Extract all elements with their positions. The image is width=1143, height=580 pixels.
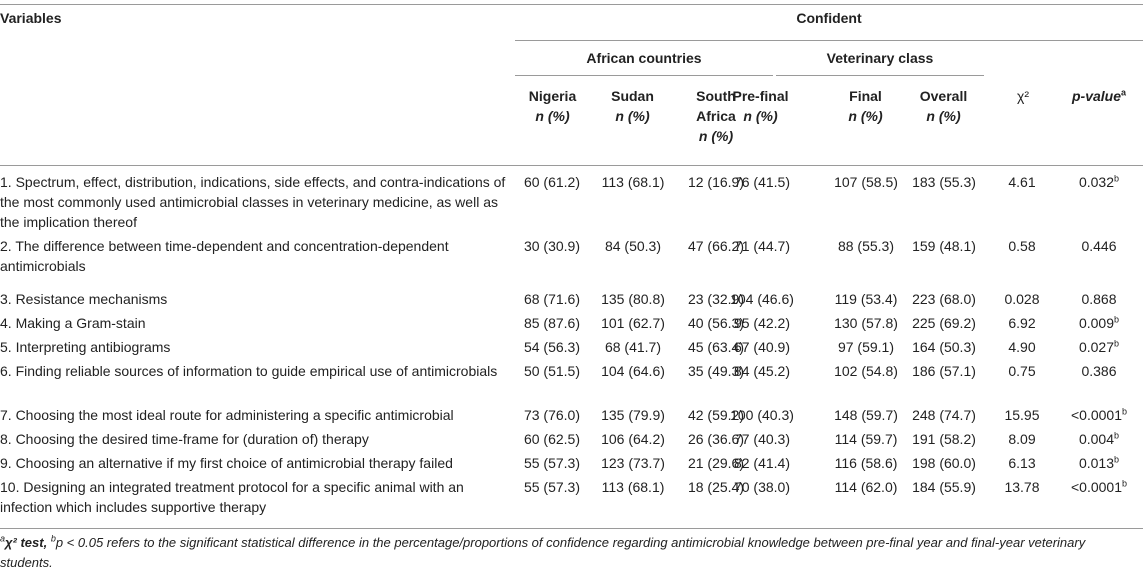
row-value: 54 (56.3)	[523, 339, 581, 355]
col-header-pvalue	[1060, 86, 1138, 106]
pvalue-text: <0.0001	[1070, 407, 1122, 423]
row-value: 30 (30.9)	[523, 238, 581, 254]
variables-header: Variables	[0, 10, 62, 26]
row-value: 164 (50.3)	[912, 339, 976, 355]
row-pvalue	[1059, 477, 1139, 497]
chi-label: χ²	[1016, 88, 1029, 104]
row-value: 225 (69.2)	[912, 315, 976, 331]
col-unit: n (%)	[615, 108, 650, 124]
pvalue-text: 0.013	[1078, 455, 1115, 471]
african-countries-header: African countries	[586, 50, 702, 66]
row-variable: 1. Spectrum, effect, distribution, indications, side effects, and contra-indications of the most commonly used antimicrobial classes in veterinary medicine, as well as the implication thereof	[0, 174, 506, 230]
row-value: 35 (49.3)	[687, 363, 745, 379]
row-value: 101 (62.7)	[601, 315, 665, 331]
row-value: 77 (40.3)	[733, 431, 791, 447]
row-value: 183 (55.3)	[912, 174, 976, 190]
row-value: 113 (68.1)	[601, 479, 665, 495]
pvalue-sup: a	[1121, 87, 1127, 98]
pvalue-sup: b	[1114, 314, 1120, 325]
row-value: 60 (61.2)	[523, 174, 581, 190]
col-unit: n (%)	[848, 108, 883, 124]
col-unit: n (%)	[698, 128, 734, 144]
row-chi: 4.61	[1008, 174, 1036, 190]
row-value: 26 (36.6)	[687, 431, 745, 447]
row-pvalue	[1059, 337, 1139, 357]
pvalue-sup: b	[1114, 430, 1120, 441]
table-footnote	[0, 533, 1100, 573]
row-value: 114 (59.7)	[834, 431, 898, 447]
table-bottom-rule	[0, 528, 1143, 529]
row-variable: 9. Choosing an alternative if my first choice of antimicrobial therapy failed	[0, 455, 453, 471]
col-name: Pre-final	[732, 88, 789, 104]
pvalue-sup: b	[1114, 338, 1120, 349]
row-value: 186 (57.1)	[912, 363, 976, 379]
row-value: 102 (54.8)	[834, 363, 898, 379]
pvalue-text: 0.004	[1078, 431, 1115, 447]
row-value: 47 (66.2)	[687, 238, 745, 254]
row-value: 148 (59.7)	[834, 407, 898, 423]
row-value: 97 (59.1)	[837, 339, 895, 355]
row-value: 104 (46.6)	[730, 291, 794, 307]
row-value: 60 (62.5)	[523, 431, 581, 447]
row-variable: 8. Choosing the desired time-frame for (duration of) therapy	[0, 431, 369, 447]
row-value: 119 (53.4)	[834, 291, 898, 307]
pvalue-text: 0.009	[1078, 315, 1115, 331]
row-variable: 4. Making a Gram-stain	[0, 315, 146, 331]
row-variable: 7. Choosing the most ideal route for administering a specific antimicrobial	[0, 407, 454, 423]
col-header-nigeria	[515, 86, 590, 126]
row-value: 55 (57.3)	[523, 455, 581, 471]
row-pvalue	[1059, 236, 1139, 256]
footnote-a-text: χ² test,	[5, 535, 51, 550]
pvalue-text: 0.027	[1078, 339, 1115, 355]
header-bottom-rule	[0, 165, 1143, 166]
row-chi: 0.028	[1004, 291, 1040, 307]
row-value: 84 (45.2)	[733, 363, 791, 379]
row-value: 114 (62.0)	[834, 479, 898, 495]
col-header-sudan	[595, 86, 670, 126]
row-value: 68 (41.7)	[604, 339, 662, 355]
row-value: 12 (16.9)	[687, 174, 745, 190]
row-variable: 2. The difference between time-dependent and concentration-dependent antimicrobials	[0, 238, 449, 274]
row-value: 23 (32.9)	[687, 291, 745, 307]
row-chi: 15.95	[1004, 407, 1040, 423]
row-value: 73 (76.0)	[523, 407, 581, 423]
col-header-chi	[998, 86, 1048, 106]
pvalue-text: 0.386	[1081, 363, 1117, 379]
row-value: 159 (48.1)	[912, 238, 976, 254]
african-underline	[515, 75, 773, 76]
row-value: 40 (56.3)	[687, 315, 745, 331]
row-value: 107 (58.5)	[834, 174, 898, 190]
row-value: 113 (68.1)	[601, 174, 665, 190]
pvalue-text: <0.0001	[1070, 479, 1122, 495]
footnote-b-mark: b	[50, 533, 56, 544]
col-name: South Africa	[696, 88, 736, 124]
pvalue-text: 0.032	[1078, 174, 1115, 190]
row-value: 70 (38.0)	[733, 479, 791, 495]
table-top-rule	[0, 4, 1143, 5]
confident-header: Confident	[796, 10, 862, 26]
pvalue-sup: b	[1114, 454, 1120, 465]
row-value: 95 (42.2)	[733, 315, 791, 331]
row-value: 42 (59.2)	[687, 407, 745, 423]
row-value: 55 (57.3)	[523, 479, 581, 495]
col-name: Overall	[919, 88, 968, 104]
row-value: 130 (57.8)	[834, 315, 898, 331]
row-variable: 5. Interpreting antibiograms	[0, 339, 171, 355]
col-name: Nigeria	[528, 88, 577, 104]
row-value: 71 (44.7)	[733, 238, 791, 254]
veterinary-class-header: Veterinary class	[826, 50, 934, 66]
row-value: 84 (50.3)	[604, 238, 662, 254]
row-value: 248 (74.7)	[912, 407, 976, 423]
row-value: 123 (73.7)	[601, 455, 665, 471]
row-value: 135 (80.8)	[601, 291, 665, 307]
col-header-final	[828, 86, 903, 126]
footnote-a-mark: a	[0, 533, 6, 544]
row-value: 88 (55.3)	[837, 238, 895, 254]
row-variable: 6. Finding reliable sources of information to guide empirical use of antimicrobials	[0, 363, 498, 379]
row-value: 135 (79.9)	[601, 407, 665, 423]
confident-underline	[515, 40, 1143, 41]
pvalue-label: p-value	[1071, 88, 1121, 104]
row-value: 104 (64.6)	[601, 363, 665, 379]
row-chi: 8.09	[1008, 431, 1036, 447]
row-pvalue	[1059, 453, 1139, 473]
row-value: 100 (40.3)	[730, 407, 794, 423]
row-value: 106 (64.2)	[601, 431, 665, 447]
row-pvalue	[1059, 172, 1139, 192]
row-value: 191 (58.2)	[912, 431, 976, 447]
row-pvalue	[1059, 429, 1139, 449]
col-unit: n (%)	[926, 108, 961, 124]
row-value: 18 (25.4)	[687, 479, 745, 495]
row-value: 68 (71.6)	[523, 291, 581, 307]
pvalue-sup: b	[1121, 478, 1127, 489]
row-pvalue	[1059, 313, 1139, 333]
col-name: Final	[849, 88, 882, 104]
pvalue-text: 0.868	[1081, 291, 1117, 307]
row-chi: 6.92	[1008, 315, 1036, 331]
row-value: 76 (41.5)	[733, 174, 791, 190]
row-value: 184 (55.9)	[912, 479, 976, 495]
row-value: 50 (51.5)	[523, 363, 581, 379]
row-pvalue	[1059, 361, 1139, 381]
col-unit: n (%)	[743, 108, 778, 124]
col-unit: n (%)	[535, 108, 570, 124]
col-header-overall	[906, 86, 981, 126]
row-chi: 4.90	[1008, 339, 1036, 355]
row-chi: 0.75	[1008, 363, 1036, 379]
row-value: 21 (29.6)	[687, 455, 745, 471]
row-value: 198 (60.0)	[912, 455, 976, 471]
row-pvalue	[1059, 289, 1139, 309]
row-value: 85 (87.6)	[523, 315, 581, 331]
row-value: 223 (68.0)	[912, 291, 976, 307]
footnote-b-text: p < 0.05 refers to the significant statistical difference in the percentage/proportions of confidence regarding antimicrobial knowledge between pre-final year and final-year veterinary students.	[0, 535, 1086, 570]
row-value: 116 (58.6)	[834, 455, 898, 471]
pvalue-text: 0.446	[1081, 238, 1117, 254]
row-value: 82 (41.4)	[733, 455, 791, 471]
row-chi: 0.58	[1008, 238, 1036, 254]
row-chi: 13.78	[1004, 479, 1040, 495]
row-variable: 10. Designing an integrated treatment protocol for a specific animal with an infection which includes supportive therapy	[0, 479, 464, 515]
col-header-pre-final	[723, 86, 798, 126]
row-variable: 3. Resistance mechanisms	[0, 291, 168, 307]
row-pvalue	[1059, 405, 1139, 425]
row-value: 67 (40.9)	[733, 339, 791, 355]
col-name: Sudan	[611, 88, 654, 104]
pvalue-sup: b	[1114, 173, 1120, 184]
row-value: 45 (63.4)	[687, 339, 745, 355]
row-chi: 6.13	[1008, 455, 1036, 471]
pvalue-sup: b	[1121, 406, 1127, 417]
vet-underline	[776, 75, 984, 76]
